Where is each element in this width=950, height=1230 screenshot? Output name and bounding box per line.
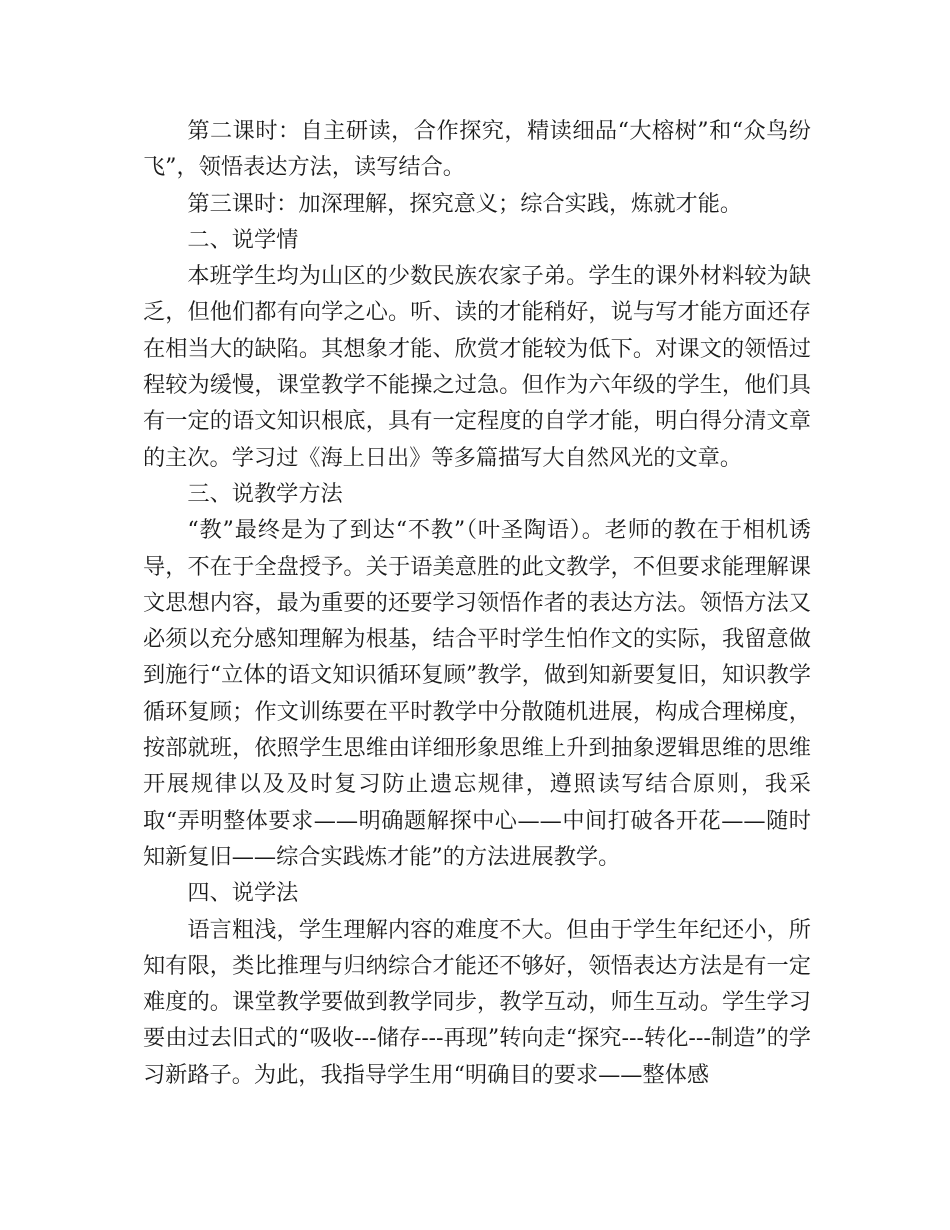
paragraph-learning-method: 语言粗浅，学生理解内容的难度不大。但由于学生年纪还小，所知有限，类比推理与归纳综合才能还不够好，领悟表达方法是有一定难度的。课堂教学要做到教学同步，教学互动，师生互动。学生学习要由过去旧式的“吸收---储存---再现”转向走“探究---转化---制造”的学习新路子。为此，我指导学生用“明确目的要求——整体感 [143,916,811,1088]
paragraph-teaching-method: “教”最终是为了到达“不教”（叶圣陶语）。老师的教在于相机诱导，不在于全盘授予。关于语美意胜的此文教学，不但要求能理解课文思想内容，最为重要的还要学习领悟作者的表达方法。领悟方法又必须以充分感知理解为根基，结合平时学生怕作文的实际，我留意做到施行“立体的语文知识循环复顾”教学，做到知新要复旧，知识教学循环复顾；作文训练要在平时教学中分散随机进展，构成合理梯度，按部就班，依照学生思维由详细形象思维上升到抽象逻辑思维的思维开展规律以及及时复习防止遗忘规律，遵照读写结合原则，我采取“弄明整体要求——明确题解探中心——中间打破各开花——随时知新复旧——综合实践炼才能”的方法进展教学。 [143,517,811,870]
paragraph-lesson-two: 第二课时：自主研读，合作探究，精读细品“大榕树”和“众鸟纷飞”，领悟表达方法，读写结合。 [143,118,811,181]
heading-student-situation: 二、说学情 [187,226,299,253]
paragraph-lesson-three: 第三课时：加深理解，探究意义；综合实践，炼就才能。 [187,190,743,217]
paragraph-student-situation: 本班学生均为山区的少数民族农家子弟。学生的课外材料较为缺乏，但他们都有向学之心。听、读的才能稍好，说与写才能方面还存在相当大的缺陷。其想象才能、欣赏才能较为低下。对课文的领悟过程较为缓慢，课堂教学不能操之过急。但作为六年级的学生，他们具有一定的语文知识根底，具有一定程度的自学才能，明白得分清文章的主次。学习过《海上日出》等多篇描写大自然风光的文章。 [143,263,811,471]
heading-teaching-method: 三、说教学方法 [187,480,343,507]
document-body [143,113,811,1093]
heading-learning-method: 四、说学法 [187,880,299,907]
